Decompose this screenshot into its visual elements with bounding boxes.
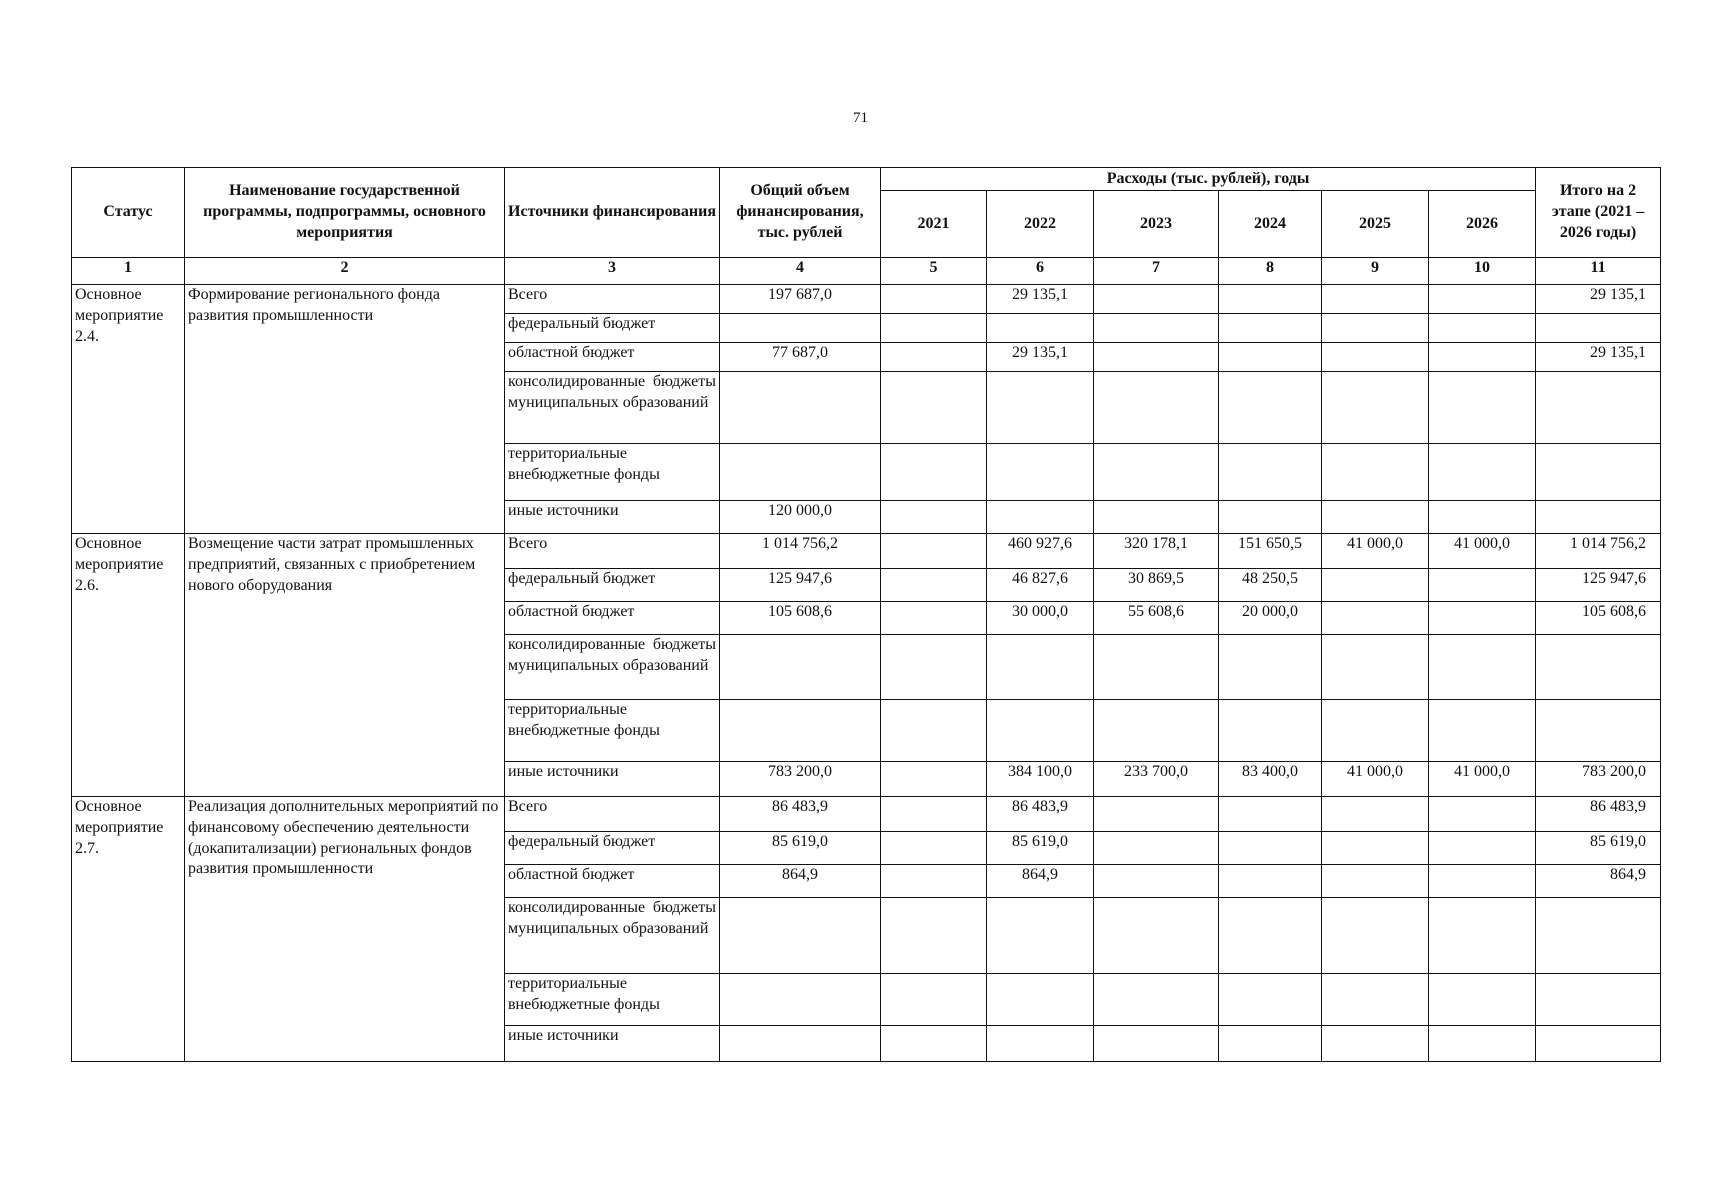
year-value-cell (1322, 1026, 1429, 1062)
year-value-cell (1094, 974, 1219, 1026)
year-value-cell: 864,9 (987, 865, 1094, 898)
year-value-cell (1429, 700, 1536, 762)
total-volume-cell (720, 1026, 881, 1062)
year-value-cell (1219, 1026, 1322, 1062)
year-value-cell (1429, 343, 1536, 372)
year-value-cell (1429, 444, 1536, 501)
measure-name: Возмещение части затрат промышленных предприятий, связанных с приобретением нового оборудования (185, 534, 505, 797)
funding-source: территориальные внебюджетные фонды (505, 700, 720, 762)
year-value-cell (1219, 444, 1322, 501)
total-volume-cell: 864,9 (720, 865, 881, 898)
measure-status: Основное мероприятие 2.4. (72, 285, 185, 534)
year-value-cell (1219, 974, 1322, 1026)
header-status: Статус (72, 168, 185, 258)
year-value-cell (987, 700, 1094, 762)
header-year: 2023 (1094, 191, 1219, 258)
total-volume-cell: 77 687,0 (720, 343, 881, 372)
year-value-cell (1219, 635, 1322, 700)
year-value-cell: 41 000,0 (1322, 534, 1429, 569)
year-value-cell: 30 000,0 (987, 602, 1094, 635)
year-value-cell (1094, 501, 1219, 534)
header-sources: Источники финансирования (505, 168, 720, 258)
year-value-cell (881, 797, 987, 832)
header-year: 2021 (881, 191, 987, 258)
funding-source: областной бюджет (505, 602, 720, 635)
stage-total-cell: 85 619,0 (1536, 832, 1661, 865)
year-value-cell (881, 534, 987, 569)
year-value-cell (987, 372, 1094, 444)
year-value-cell (1219, 700, 1322, 762)
total-volume-cell (720, 372, 881, 444)
measure-name: Реализация дополнительных мероприятий по финансовому обеспечению деятельности (докапитализации) региональных фондов развития промышленности (185, 797, 505, 1062)
stage-total-cell: 783 200,0 (1536, 762, 1661, 797)
year-value-cell (1322, 602, 1429, 635)
funding-source: иные источники (505, 501, 720, 534)
measure-status: Основное мероприятие 2.6. (72, 534, 185, 797)
column-number: 6 (987, 258, 1094, 285)
header-stage-total: Итого на 2 этапе (2021 – 2026 годы) (1536, 168, 1661, 258)
year-value-cell (1219, 865, 1322, 898)
header-year: 2026 (1429, 191, 1536, 258)
year-value-cell (1094, 635, 1219, 700)
year-value-cell (1429, 602, 1536, 635)
year-value-cell (1429, 314, 1536, 343)
total-volume-cell: 85 619,0 (720, 832, 881, 865)
year-value-cell (1322, 700, 1429, 762)
year-value-cell (1322, 285, 1429, 314)
year-value-cell (881, 501, 987, 534)
year-value-cell (1094, 285, 1219, 314)
stage-total-cell (1536, 444, 1661, 501)
year-value-cell: 41 000,0 (1322, 762, 1429, 797)
funding-source: областной бюджет (505, 343, 720, 372)
column-number: 1 (72, 258, 185, 285)
year-value-cell (1094, 372, 1219, 444)
year-value-cell (1429, 285, 1536, 314)
stage-total-cell (1536, 974, 1661, 1026)
header-year: 2025 (1322, 191, 1429, 258)
funding-source: консолидированные бюджеты муниципальных образований (505, 898, 720, 974)
column-number: 11 (1536, 258, 1661, 285)
year-value-cell (987, 1026, 1094, 1062)
year-value-cell: 460 927,6 (987, 534, 1094, 569)
year-value-cell (881, 865, 987, 898)
year-value-cell (1219, 285, 1322, 314)
year-value-cell (1322, 974, 1429, 1026)
total-volume-cell: 86 483,9 (720, 797, 881, 832)
table-row (72, 797, 1661, 832)
year-value-cell (881, 898, 987, 974)
year-value-cell (1429, 865, 1536, 898)
stage-total-cell: 29 135,1 (1536, 285, 1661, 314)
column-number: 9 (1322, 258, 1429, 285)
total-volume-cell: 1 014 756,2 (720, 534, 881, 569)
year-value-cell (881, 602, 987, 635)
funding-source: областной бюджет (505, 865, 720, 898)
year-value-cell (881, 1026, 987, 1062)
column-number: 8 (1219, 258, 1322, 285)
year-value-cell (1429, 898, 1536, 974)
year-value-cell (1219, 343, 1322, 372)
total-volume-cell (720, 700, 881, 762)
stage-total-cell (1536, 314, 1661, 343)
year-value-cell: 20 000,0 (1219, 602, 1322, 635)
year-value-cell: 85 619,0 (987, 832, 1094, 865)
year-value-cell (1429, 501, 1536, 534)
year-value-cell (881, 343, 987, 372)
year-value-cell (1094, 865, 1219, 898)
year-value-cell (987, 898, 1094, 974)
year-value-cell (1219, 314, 1322, 343)
table-row (72, 285, 1661, 314)
stage-total-cell (1536, 372, 1661, 444)
year-value-cell (1429, 569, 1536, 602)
total-volume-cell: 120 000,0 (720, 501, 881, 534)
stage-total-cell: 105 608,6 (1536, 602, 1661, 635)
year-value-cell (881, 974, 987, 1026)
total-volume-cell (720, 314, 881, 343)
year-value-cell (1429, 1026, 1536, 1062)
funding-source: иные источники (505, 1026, 720, 1062)
funding-source: федеральный бюджет (505, 832, 720, 865)
header-year: 2022 (987, 191, 1094, 258)
total-volume-cell (720, 898, 881, 974)
year-value-cell: 320 178,1 (1094, 534, 1219, 569)
total-volume-cell: 783 200,0 (720, 762, 881, 797)
stage-total-cell (1536, 635, 1661, 700)
year-value-cell (987, 314, 1094, 343)
year-value-cell (1429, 635, 1536, 700)
year-value-cell (1322, 343, 1429, 372)
year-value-cell (1322, 832, 1429, 865)
measure-status: Основное мероприятие 2.7. (72, 797, 185, 1062)
column-numbers-row (72, 258, 1661, 285)
year-value-cell: 46 827,6 (987, 569, 1094, 602)
header-name: Наименование государственной программы, подпрограммы, основного мероприятия (185, 168, 505, 258)
year-value-cell: 48 250,5 (1219, 569, 1322, 602)
total-volume-cell (720, 974, 881, 1026)
measure-name: Формирование регионального фонда развития промышленности (185, 285, 505, 534)
year-value-cell: 233 700,0 (1094, 762, 1219, 797)
year-value-cell: 83 400,0 (1219, 762, 1322, 797)
year-value-cell: 41 000,0 (1429, 534, 1536, 569)
year-value-cell (1429, 797, 1536, 832)
year-value-cell (881, 762, 987, 797)
year-value-cell: 55 608,6 (1094, 602, 1219, 635)
stage-total-cell (1536, 898, 1661, 974)
stage-total-cell (1536, 501, 1661, 534)
funding-source: Всего (505, 285, 720, 314)
stage-total-cell: 86 483,9 (1536, 797, 1661, 832)
year-value-cell (881, 569, 987, 602)
year-value-cell (987, 444, 1094, 501)
stage-total-cell: 864,9 (1536, 865, 1661, 898)
year-value-cell (1322, 444, 1429, 501)
column-number: 7 (1094, 258, 1219, 285)
column-number: 3 (505, 258, 720, 285)
header-expenses: Расходы (тыс. рублей), годы (881, 168, 1536, 191)
year-value-cell (1094, 898, 1219, 974)
year-value-cell (1219, 898, 1322, 974)
funding-source: Всего (505, 534, 720, 569)
year-value-cell (1094, 314, 1219, 343)
header-year: 2024 (1219, 191, 1322, 258)
year-value-cell (1094, 1026, 1219, 1062)
funding-source: консолидированные бюджеты муниципальных образований (505, 635, 720, 700)
year-value-cell: 29 135,1 (987, 343, 1094, 372)
year-value-cell: 30 869,5 (1094, 569, 1219, 602)
year-value-cell (1322, 898, 1429, 974)
year-value-cell (987, 635, 1094, 700)
stage-total-cell: 29 135,1 (1536, 343, 1661, 372)
funding-source: территориальные внебюджетные фонды (505, 444, 720, 501)
funding-source: Всего (505, 797, 720, 832)
year-value-cell: 29 135,1 (987, 285, 1094, 314)
column-number: 10 (1429, 258, 1536, 285)
table-row (72, 534, 1661, 569)
column-number: 4 (720, 258, 881, 285)
year-value-cell (1094, 832, 1219, 865)
year-value-cell (1322, 635, 1429, 700)
year-value-cell (1219, 832, 1322, 865)
year-value-cell (881, 444, 987, 501)
funding-source: федеральный бюджет (505, 314, 720, 343)
total-volume-cell: 197 687,0 (720, 285, 881, 314)
total-volume-cell: 125 947,6 (720, 569, 881, 602)
year-value-cell (881, 700, 987, 762)
year-value-cell (881, 372, 987, 444)
funding-source: территориальные внебюджетные фонды (505, 974, 720, 1026)
column-number: 5 (881, 258, 987, 285)
total-volume-cell: 105 608,6 (720, 602, 881, 635)
stage-total-cell: 1 014 756,2 (1536, 534, 1661, 569)
year-value-cell (1429, 372, 1536, 444)
year-value-cell (1219, 372, 1322, 444)
year-value-cell (1429, 974, 1536, 1026)
year-value-cell (1322, 501, 1429, 534)
year-value-cell (1094, 444, 1219, 501)
year-value-cell (1094, 700, 1219, 762)
column-number: 2 (185, 258, 505, 285)
year-value-cell (881, 635, 987, 700)
funding-source: федеральный бюджет (505, 569, 720, 602)
year-value-cell (881, 314, 987, 343)
stage-total-cell (1536, 1026, 1661, 1062)
year-value-cell (1322, 569, 1429, 602)
year-value-cell: 384 100,0 (987, 762, 1094, 797)
year-value-cell: 86 483,9 (987, 797, 1094, 832)
total-volume-cell (720, 635, 881, 700)
year-value-cell (1429, 832, 1536, 865)
year-value-cell (1322, 372, 1429, 444)
year-value-cell (1219, 501, 1322, 534)
funding-source: иные источники (505, 762, 720, 797)
year-value-cell (1094, 797, 1219, 832)
year-value-cell (881, 832, 987, 865)
year-value-cell (1219, 797, 1322, 832)
year-value-cell (1094, 343, 1219, 372)
stage-total-cell (1536, 700, 1661, 762)
year-value-cell (1322, 865, 1429, 898)
budget-table (71, 167, 1661, 1062)
stage-total-cell: 125 947,6 (1536, 569, 1661, 602)
year-value-cell (1322, 314, 1429, 343)
total-volume-cell (720, 444, 881, 501)
header-total-volume: Общий объем финансирования, тыс. рублей (720, 168, 881, 258)
year-value-cell (881, 285, 987, 314)
year-value-cell (1322, 797, 1429, 832)
page-number: 71 (853, 110, 868, 126)
table-body (72, 285, 1661, 1062)
year-value-cell: 151 650,5 (1219, 534, 1322, 569)
year-value-cell (987, 974, 1094, 1026)
year-value-cell (987, 501, 1094, 534)
year-value-cell: 41 000,0 (1429, 762, 1536, 797)
funding-source: консолидированные бюджеты муниципальных образований (505, 372, 720, 444)
